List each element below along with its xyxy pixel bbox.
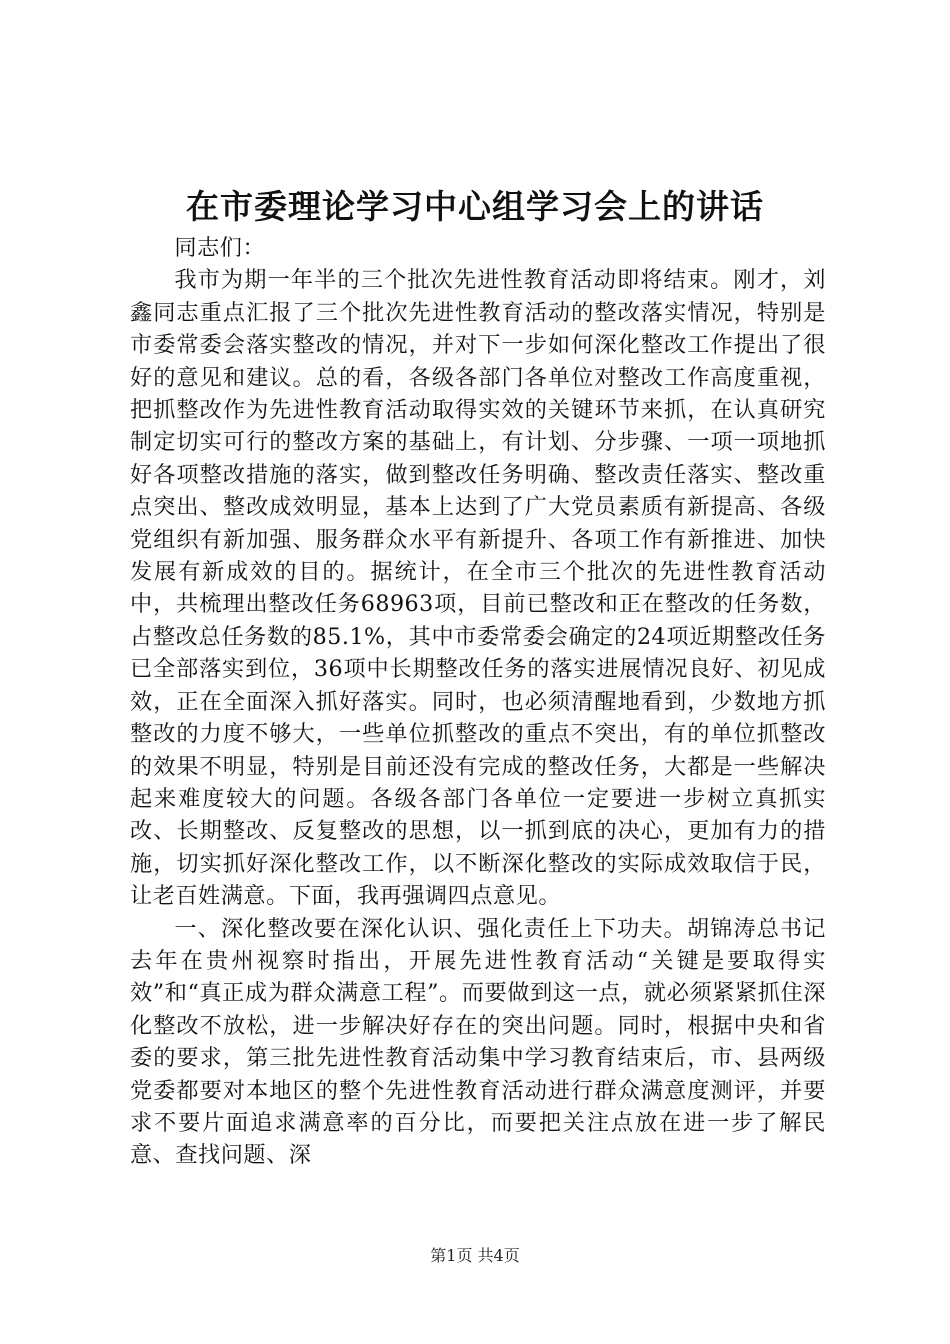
salutation: 同志们： [174, 235, 266, 261]
paragraph: 我市为期一年半的三个批次先进性教育活动即将结束。刚才，刘鑫同志重点汇报了三个批次先进性教育活动的整改落实情况，特别是市委常委会落实整改的情况，并对下一步如何深化整改工作提出了很好的意见和建议。总的看，各级各部门各单位对整改工作高度重视，把抓整改作为先进性教育活动取得实效的关键环节来抓，在认真研究制定切实可行的整改方案的基础上，有计划、分步骤、一项一项地抓好各项整改措施的落实，做到整改任务明确、整改责任落实、整改重点突出、整改成效明显，基本上达到了广大党员素质有新提高、各级党组织有新加强、服务群众水平有新提升、各项工作有新推进、加快发展有新成效的目的。据统计，在全市三个批次的先进性教育活动中，共梳理出整改任务68963项，目前已整改和正在整改的任务数，占整改总任务数的85.1%，其中市委常委会确定的24项近期整改任务已全部落实到位，36项中长期整改任务的落实进展情况良好、初见成效，正在全面深入抓好落实。同时，也必须清醒地看到，少数地方抓整改的力度不够大，一些单位抓整改的重点不突出，有的单位抓整改的效果不明显，特别是目前还没有完成的整改任务，大都是一些解决起来难度较大的问题。各级各部门各单位一定要进一步树立真抓实改、长期整改、反复整改的思想，以一抓到底的决心，更加有力的措施，切实抓好深化整改工作，以不断深化整改的实际成效取信于民，让老百姓满意。下面，我再强调四点意见。 [130, 267, 826, 910]
document-body [130, 232, 826, 1172]
page-number: 第1页 共4页 [430, 1246, 520, 1265]
document-title: 在市委理论学习中心组学习会上的讲话 [186, 187, 764, 226]
paragraph: 一、深化整改要在深化认识、强化责任上下功夫。胡锦涛总书记去年在贵州视察时指出，开展先进性教育活动“关键是要取得实效”和“真正成为群众满意工程”。而要做到这一点，就必须紧紧抓住深化整改不放松，进一步解决好存在的突出问题。同时，根据中央和省委的要求，第三批先进性教育活动集中学习教育结束后，市、县两级党委都要对本地区的整个先进性教育活动进行群众满意度测评，并要求不要片面追求满意率的百分比，而要把关注点放在进一步了解民意、查找问题、深 [130, 915, 826, 1169]
